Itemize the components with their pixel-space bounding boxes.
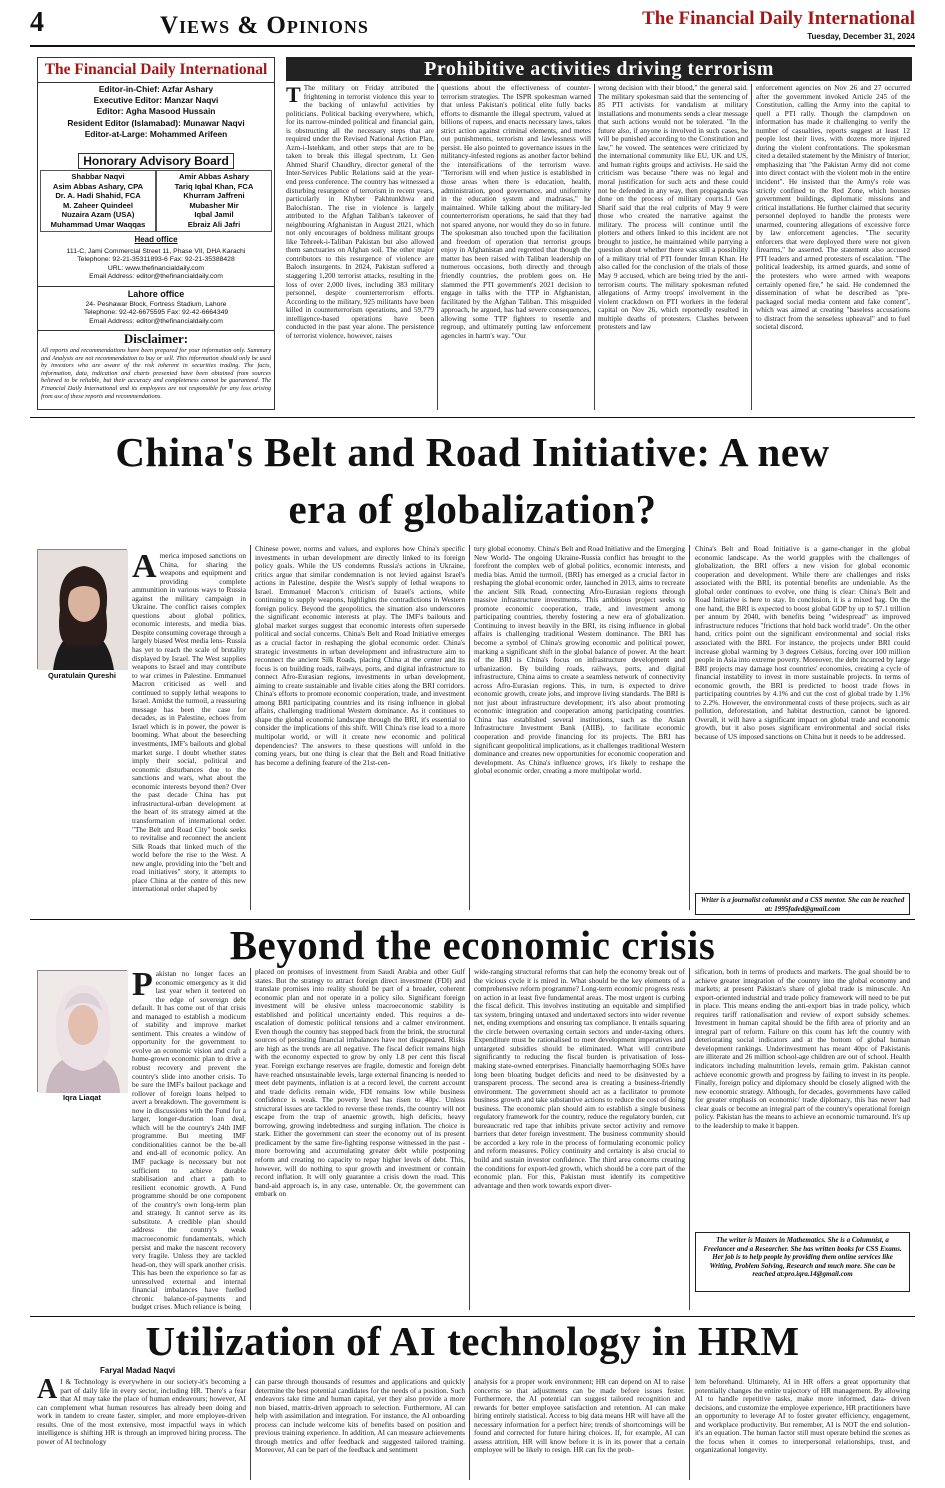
- advisor-name: Asim Abbas Ashary, CPA: [52, 181, 144, 191]
- article2-col-3: wide-ranging structural reforms that can help the economy break out of the vicious cycle it is mired in. What should be the key elements of a comprehensive reform programme? Long-term economic progress rests on action in at least five fundamental areas. The most urgent is curbing the fiscal deficit. This involves instituting an equitable and simplified tax system, bringing untaxed and undertaxed sectors into wider revenue net, ending exemptions and ensuring tax compliance. It entails squaring the circle between overtaxing certain sectors and under-taxing others. Expenditure must be rationalised to meet development imperatives and untargeted subsidies should be eliminated. What will contribute significantly to reducing the fiscal burden is privatisation of loss-making state-owned enterprises. Financially haemorrhaging SOEs have long been bloating budget deficits and need to be disinvested by a transparent process. The second area is creating a business-friendly environment. The government should act as a facilitator to promote business growth and take substantive actions to reduce the cost of doing business. The economic plan should aim to establish a single business regulatory framework for the country, reduce the regulatory burden, cut bureaucratic red tape that inhibits private sector activity and remove barriers that deter foreign investment. The business community should be accorded a key role in the process of formulating economic policy and reform measures. Policy continuity and certainty is also crucial to build and sustain investor confidence. The third area concerns creating the conditions for export-led growth, which should be a core part of the economic plan. For this, Pakistan must identify its competitive advantage and then work towards export diver-: [474, 967, 685, 1190]
- office-line: Telephone: 92-21-35311893-6 Fax: 92-21-35388428: [77, 256, 235, 264]
- author-name-quratulain: Quratulain Qureshi: [48, 671, 116, 680]
- lahore-office-title: Lahore office: [127, 289, 185, 299]
- article3-title: Utilization of AI technology in HRM: [145, 1318, 800, 1364]
- article3-text: I & Technology is everywhere in our society-it's becoming a part of daily life in every sector, including HR. There's a fear that AI may take the place of human endeavours; however, AI can complement what human resources has already been doing and work in tandem to create faster, simpler, and more employee-driven results. One of the most extensive, most impactful ways in which intelligence is shifting HR is through an improved hiring process. The power of AI technology: [37, 1377, 246, 1446]
- advisor-name: Mubasher Mir: [189, 200, 239, 210]
- article1-col-4: China's Belt and Road Initiative is a game-changer in the global economic landscape. As the world grapples with the challenges of globalization, the BRI offers a new vision for global economic cooperation and development. While there are challenges and risks associated with the BRI, its potential benefits are undeniable. As the global order continues to evolve, one thing is clear: China's Belt and Road Initiative is here to stay. In conclusion, it is a mixed bag. On the one hand, the BRI is expected to boost global GDP by up to $7.1 trillion per annum by 2040, with benefits being "widespread" as improved infrastructure reduces "frictions that hold back world trade". On the other hand, critics point out the significant environmental and social risks associated with the BRI. For instance, the projects under BRI could increase global warming by 3 degrees Celsius, forcing over 100 million people in Asia into extreme poverty. Moreover, the debt incurred by large BRI projects may damage host countries' economies, creating a cycle of financial instability to invest in more sustainable projects. In terms of economic growth, the BRI is predicted to boost trade flows in participating countries by 4.1% and cut the cost of global trade by 1.1% to 2.2%. However, the environmental costs of these projects, such as air pollution, deforestation, and habitat destruction, cannot be ignored. Overall, it will have a significant impact on global trade and economic growth, but it also poses significant environmental and social risks because of US imposed sanctions on China but it needs to be addressed.: [695, 544, 910, 742]
- staff-line: Executive Editor: Manzar Naqvi: [93, 95, 219, 106]
- masthead-paper-name: The Financial Daily International: [44, 61, 268, 78]
- article1-col-3: tury global economy. China's Belt and Road Initiative and the Emerging New World- The ongoing Ukraine-Russia conflict has brought to the forefront the complex web of global politics, economic interests, and media bias. Amid the turmoil, (BRI) has emerged as a crucial factor in reshaping the global economic order, launched in 2013, aims to recreate the ancient Silk Road, connecting Afro-Eurasian regions through massive infrastructure investments. This ambitious project seeks to promote economic cooperation, trade, and investment among participating countries, thereby fostering a new era of globalization. Continuing to invest heavily in the BRI, its rising influence in global affairs is challenging traditional Western dominance. The BRI has become a symbol of China's growing economic and political power, marking a significant shift in the global balance of power. At the heart of the BRI is China's focus on infrastructure development and urbanization. By building roads, railways, ports, and digital infrastructure, China aims to create a seamless network of connectivity across Afro-Eurasian regions. This, in turn, is expected to drive economic growth, create jobs, and improve living standards. The BRI is not just about infrastructure development; it's also about promoting economic integration and cooperation among participating countries. China has established several institutions, such as the Asian Infrastructure Investment Bank (AIIB), to facilitate economic cooperation and provide financing for its projects. The BRI has significant geopolitical implications, as it challenges traditional Western dominance and creates new opportunities for economic cooperation and development. As China's influence grows, it's likely to reshape the global economic order, creating a more multipolar world.: [474, 544, 685, 776]
- article2-lead: akistan no longer faces an economic emergency as it did last year when it teetered on the edge of sovereign debt default. It has come out of that crisis and managed to establish a modicum of stability and improve market sentiment. This creates a window of opportunity for the government to evolve an economic vision and craft a home-grown economic plan to drive a robust recovery and prevent the country's slide into another crisis. To be sure the IMF's bailout package and rollover of foreign loans helped to avert a breakdown. The government is now in discussions with the Fund for a larger, longer-duration loan deal, which will be the country's 24th IMF programme. But meeting IMF conditionalities cannot be the be-all and end-all of economic policy. An IMF package is necessary but not sufficient to achieve durable stabilisation and chart a path to resilient economic growth. A Fund programme should be one component of the country's own long-term plan and strategy. It cannot serve as its substitute. A credible plan should address the country's weak macroeconomic fundamentals, which persist and make the nascent recovery very fragile. Unless they are tackled head-on, they will spark another crisis. This has been the experience so far as unresolved external and internal financial imbalances have fuelled chronic balance-of-payments and budget crises. Much reliance is being: [132, 969, 246, 1312]
- article3-col-4: lem beforehand. Ultimately, AI in HR offers a great opportunity that potentially changes the entire trajectory of HR management. By allowing AI to handle repetitive tasks, make more informed, data- driven decisions, and customize the employee experience, HR practitioners have an opportunity to leverage AI to foster greater efficiency, engagement, and workplace productivity. But remember, AI is NOT the end solution-it's an equation. The human factor still must operate behind the scenes as the focus when it comes to interpersonal relationships, trust, and organizational longevity.: [695, 1377, 910, 1455]
- article1-title-line2: era of globalization?: [288, 486, 657, 532]
- issue-date: Tuesday, December 31, 2024: [807, 32, 915, 41]
- header-rule: [30, 45, 915, 47]
- office-line: 24- Peshawar Block, Fortress Stadium, Lahore: [85, 301, 227, 308]
- author-name-iqra: Iqra Liaqat: [63, 1093, 101, 1102]
- masthead-box: [37, 57, 275, 410]
- office-line: Email Address: editor@thefinancialdaily.com: [89, 272, 223, 280]
- article1-author-bio: Writer is a journalist columnist and a CSS mentor. She can be reached at: 1995faded@gmail.com: [695, 893, 910, 915]
- advisory-left: [40, 170, 156, 232]
- advisor-name: M. Zaheer Quindeel: [62, 200, 134, 210]
- advisor-name: Khurram Jaffreni: [183, 191, 245, 201]
- advisory-right: [156, 170, 272, 232]
- lahore-office-lines: [38, 301, 274, 326]
- article3-author: Faryal Madad Naqvi: [100, 1366, 176, 1375]
- advisor-name: Amir Abbas Ashary: [179, 172, 249, 181]
- article1-col-1-top: [132, 548, 246, 894]
- article1-col-1-bottom: [37, 681, 246, 909]
- article1-drop-cap: A: [132, 548, 157, 585]
- article2-title: Beyond the economic crisis: [229, 922, 716, 968]
- advisor-name: Shabbar Naqvi: [71, 172, 125, 181]
- paper-name-header: The Financial Daily International: [642, 8, 915, 29]
- advisor-name: Dr. A. Hadi Shahid, FCA: [55, 191, 141, 201]
- advisor-name: Ebraiz Ali Jafri: [187, 219, 241, 229]
- disclaimer-title: Disclaimer:: [123, 331, 189, 346]
- article2-col-2: placed on promises of investment from Saudi Arabia and other Gulf states. But the strategy to attract foreign direct investment (FDI) and translate promises into reality should be part of a broader, coherent economic plan and not operate in a policy silo. Significant foreign investment will be elusive unless macroeconomic stability is established and political uncertainty ended. This requires a de-escalation of domestic political tensions and a calmer environment. Even though the country has stepped back from the brink, the structural sources of persisting financial imbalances have not disappeared. Risks are high as the trends are all negative. The fiscal deficit remains high with the economy expected to grow by only 1.8 per cent this fiscal year. Foreign exchange reserves are fragile, domestic and foreign debt have reached unsustainable levels, large external financing is needed to meet debt payments, inflation is at a record level, the current account and trade deficits remain wide, FDI remains low while business confidence is weak. The poverty level has risen to 40pc. Unless structural issues are tackled to reverse these trends, the country will not escape from the trap of anaemic growth, high deficits, heavy borrowing, growing indebtedness and surging inflation. The choice is stark. Either the government can steer the economy out of its present predicament by the same fire-fighting response witnessed in the past - more borrowing and accumulating greater debt while postponing reform and creating no capacity to repay higher levels of debt. This, however, will do nothing to spur growth and investment or contain record inflation. It will only guarantee a crisis down the road. This band-aid approach is, in any case, untenable. Or, the government can embark on: [255, 967, 465, 1199]
- article2-col-4: sification, both in terms of products and markets. The goal should be to achieve greater integration of the country into the global economy and markets; at present Pakistan's share of global trade is minuscule. An export-oriented industrial and trade policy framework will need to be put in place. This means ending the anti-export bias in trade policy, which requires tariff rationalisation and review of export subsidy schemes. Investment in human capital should be the fifth area of priority and an integral part of reform. Failure on this count has left the country with deteriorating social indicators and at the bottom of global human development rankings. Underinvestment has meant 40pc of Pakistanis are illiterate and 26 million school-age children are out of school. Health indicators including malnutrition levels, remain grim. Pakistan cannot achieve economic growth and progress by failing to invest in its people. Finally, foreign policy and diplomacy should be closely aligned with the new economic strategy. Although, for decades, governments have called for greater emphasis on economic/ trade diplomacy, this has never had clear goals or become an integral part of the country's operational foreign policy. Pakistan has the means to achieve an economic turnaround. It's up to the leadership to make it happen.: [695, 967, 910, 1130]
- staff-line: Resident Editor (Islamabad): Munawar Naqvi: [67, 117, 245, 128]
- office-line: URL: www.thefinancialdaily.com: [107, 264, 205, 272]
- advisor-name: Muhammad Umar Waqqas: [50, 219, 146, 229]
- page-number: 4: [30, 7, 44, 38]
- disclaimer-text: All reports and recommendations have been prepared for your information only. Summary and Analysis are not recommendation to buy or sell. This information should only be used by investors who are aware of the risk inherent in securities trading. The facts, information, data, indication and charts presented have been obtained from sources believed to be reliable, but their accuracy and completeness cannot be guaranteed. The Financial Daily International and its employees are not responsible for any loss arising from use of these reports and recommendations.: [41, 347, 271, 400]
- advisor-name: Iqbal Jamil: [194, 210, 234, 220]
- article2-col-1-bottom: [37, 1105, 246, 1305]
- head-office-title: Head office: [134, 235, 178, 244]
- editorial-col-4: enforcement agencies on Nov 26 and 27 occurred after the government invoked Article 245 of the Constitution, calling the Army into the capital to quell a PTI rally. Though the clampdown on information has made it challenging to verify the number of casualties, reports suggest at least 12 people lost their lives, with dozens more injured during the violent confrontations. The spokesman cited a detailed statement by the Ministry of Interior, emphasizing that "the Pakistan Army did not come into direct contact with the violent mob in the entire incident". He insisted that the Army's role was strictly confined to the Red Zone, which houses government buildings, diplomatic missions and critical installations. He further claimed that security personnel deployed to handle the protests were unarmed, countering allegations of excessive force by law enforcement agencies. "The security enforcers that were deployed there were not given firearms," he asserted. The statement also accused PTI leaders and armed protesters of escalation. "The political leadership, its armed guards, and some of the protesters who were armed with weapons certainly opened fire," he said. He condemned the dissemination of what he described as "pre-packaged social media content and fake content", which was aimed at creating "baseless accusations to distract from the senseless upheaval" and to fuel societal discord.: [756, 83, 910, 332]
- author-photo-iqra: [37, 970, 127, 1092]
- article3-col-2: can parse through thousands of resumes and applications and quickly determine the best potential candidates for the needs of a position. Such endeavors take time and human capital, yet they also provide a more non biased, matrix-driven approach to selection. Furthermore, AI can help with assimilation and integration. For instance, the AI onboarding process can include welcome kits of benefits based on position and previous training experience. In addition, AI can measure achievements through metrics and offer feedback and suggested tailored training. Moreover, AI can be part of the feedback and sentiment: [255, 1377, 465, 1455]
- office-line: 111-C, Jami Commercial Street 11, Phase VII, DHA Karachi: [66, 248, 246, 255]
- editorial-col-1: [286, 84, 434, 410]
- head-office-lines: [38, 248, 274, 281]
- editorial-text: The military on Friday attributed the frightening in terrorist violence this year to the backing of unlawful activities by politicians. Political backing everywhere, which, for its narrow-minded political and financial gain, is obstructing all the necessary steps that are required under the Revised National Action Plan, Azm-i-Istehkam, and other steps that are to be taken to break this illegal spectrum, Lt Gen Ahmed Sharif Chaudhry, director general of the Inter-Services Public Relations said at the year-end press conference. The country has witnessed a disturbing resurgence of terrorism in recent years, particularly in Khyber Pakhtunkhwa and Balochistan. The rise in violence is largely attributed to the Afghan Taliban's takeover of neighbouring Afghanistan in August 2021, which not only encourages of boldness militant groups like Tehreek-i-Taliban Pakistan but also allowed them sanctuaries on Afghan soil. The other major contributors to this resurgence of violence are Baloch insurgents. In 2024, Pakistan suffered a staggering 1,200 terrorist attacks, resulting in the loss of over 2,000 lives, including 383 military personnel, despite counterterrorism efforts. According to the military, 925 militants have been killed in counterterrorism operations, and 59,779 intelligence-based operations have been conducted in the past year alone. The persistence of terrorist violence, however, raises: [286, 83, 434, 340]
- advisor-name: Tariq Iqbal Khan, FCA: [174, 181, 254, 191]
- article1-title-line1: China's Belt and Road Initiative: A new: [115, 429, 830, 475]
- article3-col-1: [37, 1374, 246, 1480]
- editorial-col-3: wrong decision with their blood," the general said. The military spokesman said that the sentencing of 85 PTI activists for vandalism at military installations and monuments sends a clear message that such actions would not be tolerated. "In the future also, if anyone is involved in such cases, he will be punished according to the Constitution and law," he vowed. The sentences were criticized by the international community like EU, UK and US, and human rights groups and activists. He said the criticism was because "there was no legal and moral justification for such acts and these could not be defended in any way, then propaganda was done on the process of military courts.Lt Gen Sharif said that the real culprits of May 9 were those who created the narrative against the military. The process will continue until the plotters and others linked to this incident are not brought to justice, he maintained while parrying a question about whether there was still a possibility of a military trial of PTI founder Imran Khan. He also called for the conclusion of the trials of those May 9 accused, which are being tried by the anti-terrorism courts. The military spokesman refuted allegations of Army troops' involvement in the violent crackdown on PTI workers in the federal capital on Nov 26, which reportedly resulted in multiple deaths of protesters. Clashes between protesters and law: [598, 83, 748, 332]
- office-line: Telephone: 92-42-6675595 Fax: 92-42-6664349: [83, 309, 229, 317]
- article2-drop-cap: P: [132, 966, 153, 1003]
- article2-col-1-top: [132, 966, 246, 1312]
- editorial-title: Prohibitive activities driving terrorism: [424, 58, 774, 80]
- staff-line: Editor-at-Large: Mohammed Arifeen: [84, 128, 228, 139]
- advisor-name: Nuzaira Azam (USA): [61, 210, 135, 220]
- editorial-drop-cap: T: [286, 82, 301, 107]
- article2-author-bio: The writer is Masters in Mathematics. She is a Columnist, a Freelancer and a Researcher. She has written books for CSS Exams. Her job is to help people by providing them online services like Writing, Problem Solving, Research and much more. She can be reached at:pro.iqra.14@gmail.com: [695, 1232, 910, 1292]
- article1-col-2: Chinese power, norms and values, and explores how China's specific investments in urban development are directly linked to its foreign policy goals. While the US condemns Russia's actions in Ukraine, critics argue that similar condemnation is not levied against Israel's actions in Palestine, despite the West's supply of lethal weapons to Israel. Emmanuel Macron's criticism of Israel's actions, while continuing to supply weapons, highlights the contradictions in Western foreign policy. Beyond the geopolitics, the situation also underscores the significant economic interests at play. The IMF's bailouts and global market surges suggest that economic interests often supersede political and social concerns. China's Belt and Road Initiative emerges as a crucial factor in reshaping the global economic order. China's strategic investments in urban development and infrastructure aim to reconnect the ancient Silk Roads, placing China at the center and its focus is on building roads, railways, ports, and digital infrastructure to connect Afro-Eurasian regions, investments in urban development, aiming to create sustainable and livable cities along the BRI corridors. China's efforts to promote economic cooperation, trade, and investment among BRI participating countries and its rising influence in global affairs, challenging traditional Western dominance. As it continues to shape the global economic landscape through the BRI, it's essential to consider the implications of this shift. Will China's rise lead to a more multipolar world, or will it create new economic and political dependencies? The answers to these questions will unfold in the coming years, but one thing is clear that the Belt and Road Initiative has become a defining feature of the 21st-cen-: [255, 544, 465, 767]
- staff-line: Editor-in-Chief: Azfar Ashary: [98, 84, 214, 94]
- article1-lead: merica imposed sanctions on China, for sharing the weapons and equipment and providing complete ammunition in various ways to Russia against the military campaign in Ukraine. The conflict raises complex questions about global politics, economic interests, and media bias. Despite consuming coverage through a largely biased West media lens- Russia has yet to reach the scale of brutality displayed by Israel. The West supplies weapons to Israel and may contribute to war crimes in Palestine. Emmanuel Macron criticised as well and continued to supply lethal weapons to Israel. Amidst the turmoil, a reassuring message has been the case for decades, as in Palestine, echoes from Israel which is in power, the power is booming. What about the beseeching investments, IMF's bailouts and global market surge. I doubt whether states imply their social, political and economic disturbances due to the sanctions and wars, what about the economic interests beyond then? Over the past decade China has put infrastructural-urban development at the heart of its strategy aimed at the transformation of international order. "The Belt and Road City" book seeks to revitalise and reconnect the ancient Silk Roads that linked much of the world before the rise to the West. A new angle, providing into the "belt and road initiatives" story, it attempts to place China at the centre of this new international order shaped by: [132, 551, 246, 894]
- editorial-col-2: questions about the effectiveness of counter-terrorism strategies. The ISPR spokesman warned that unless Pakistan's political elite fully backs efforts to dismantle the illegal spectrum, valued at billions of rupees, and enacts necessary laws, takes strict action against criminal elements, and metes out punishments, terrorism and lawlessness will persist. He also pointed to governance issues in the militancy-infested regions as another factor behind the intensifications of the terrorism wave. "Terrorism will end when justice is established in those areas when there is education, health, administration, good governance, and uniformity in the education system and madrasas," he maintained. While talking about the military-led counterterrorism operations, he said that they had not spared anyone, nor would they do so in future. The spokesman also touched upon the facilitation and freedom of operation that terrorist groups enjoy in Afghanistan and regretted that though the matter has been raised with Taliban leadership on numerous occasions, both directly and through friendly countries, the problem goes on. He slammed the PTI government's 2021 decision to engage in talks with the TTP in Afghanistan, facilitated by the Afghan Taliban. This misguided approach, he argued, has had severe consequences, allowing some TTP fighters to resettle and regroup, and ultimately putting law enforcement agencies in harm's way. "Our: [441, 83, 591, 340]
- masthead-staff: [38, 84, 274, 140]
- article3-col-3: analysis for a proper work environment; HR can depend on AI to raise concerns so that adjustments can be made before issues fester. Furthermore, the AI potential can suggest tailored recognition and rewards for better employee satisfaction and retention. AI can make hiring entirely statistical. Access to big data means HR will have all the necessary information for a perfect hire; trends of shortcomings will be found and corrected for future hiring choices. If, for example, AI can assess attrition, HR will know before it is in its power that a certain employee will be likely to resign. HR can fix the prob-: [474, 1377, 685, 1455]
- article3-drop-cap: A: [37, 1374, 58, 1405]
- advisory-title: Honorary Advisory Board: [78, 153, 234, 169]
- office-line: Email Address: editor@thefinancialdaily.com: [89, 317, 223, 325]
- section-title: Views & Opinions: [160, 12, 369, 39]
- author-photo-quratulain: [37, 549, 127, 669]
- staff-line: Editor: Agha Masood Hussain: [96, 106, 216, 117]
